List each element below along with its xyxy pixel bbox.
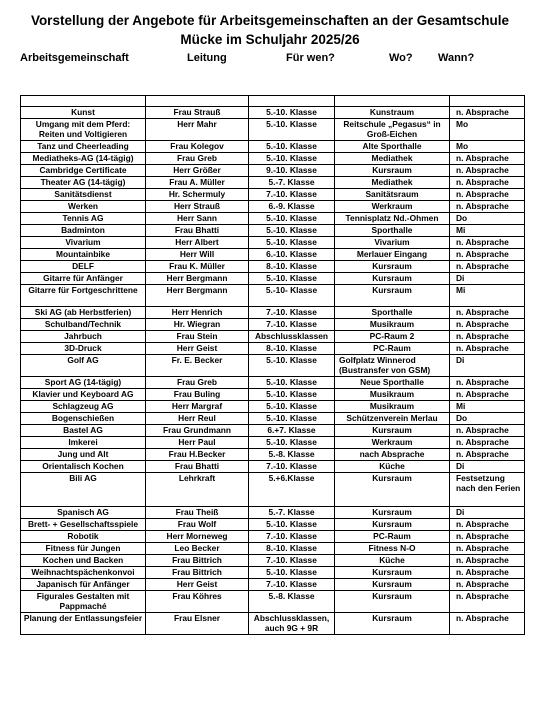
wo-cell: PC-Raum [335,343,450,355]
table-row [21,331,525,343]
table-row [21,177,525,189]
table-row [21,141,525,153]
table-row [21,249,525,261]
fuer-wen-cell: 7.-10. Klasse [249,307,335,319]
leitung-cell: Frau A. Müller [146,177,249,189]
table-row [21,285,525,307]
wo-cell: Reitschule „Pegasus“ in Groß-Eichen [335,119,450,141]
fuer-wen-cell: 5.-10. Klasse [249,153,335,165]
ag-name-cell [21,96,146,107]
table-row [21,519,525,531]
fuer-wen-cell: 7.-10. Klasse [249,319,335,331]
wann-cell: Mo [450,119,525,141]
table-row [21,165,525,177]
wo-cell: Küche [335,461,450,473]
table-row [21,307,525,319]
ag-name-cell: Brett- + Gesellschaftsspiele [21,519,146,531]
wo-cell: Golfplatz Winnerod (Bustransfer von GSM) [335,355,450,377]
leitung-cell: Herr Bergmann [146,273,249,285]
fuer-wen-cell: 5.-8. Klasse [249,449,335,461]
fuer-wen-cell: 5.-10. Klasse [249,119,335,141]
ag-name-cell: Gitarre für Anfänger [21,273,146,285]
table-row [21,567,525,579]
leitung-cell: Herr Paul [146,437,249,449]
wann-cell: Di [450,355,525,377]
leitung-cell: Frau Bhatti [146,225,249,237]
fuer-wen-cell: 5.-8. Klasse [249,591,335,613]
wo-cell: Kursraum [335,507,450,519]
leitung-cell: Frau Elsner [146,613,249,635]
wann-cell: n. Absprache [450,377,525,389]
wo-cell: Sanitätsraum [335,189,450,201]
table-row [21,613,525,635]
ag-name-cell: DELF [21,261,146,273]
ag-name-cell: Robotik [21,531,146,543]
wann-cell: Di [450,507,525,519]
wann-cell: n. Absprache [450,449,525,461]
wann-cell: Di [450,461,525,473]
fuer-wen-cell: 8.-10. Klasse [249,343,335,355]
wo-cell: Musikraum [335,389,450,401]
table-row [21,413,525,425]
leitung-cell: Frau Buling [146,389,249,401]
table-row [21,343,525,355]
ag-name-cell: Golf AG [21,355,146,377]
leitung-cell: Herr Geist [146,579,249,591]
wann-cell: n. Absprache [450,531,525,543]
leitung-cell: Herr Albert [146,237,249,249]
wo-cell: Sporthalle [335,225,450,237]
table-row [21,119,525,141]
ag-name-cell: Spanisch AG [21,507,146,519]
wann-cell [450,96,525,107]
leitung-cell: Frau Greb [146,377,249,389]
wann-cell: n. Absprache [450,165,525,177]
wo-cell: Alte Sporthalle [335,141,450,153]
leitung-cell: Frau Grundmann [146,425,249,437]
wo-cell: Kursraum [335,591,450,613]
fuer-wen-cell: 7.-10. Klasse [249,555,335,567]
wann-cell: n. Absprache [450,437,525,449]
table-row [21,531,525,543]
wann-cell: Mo [450,141,525,153]
ag-name-cell: Klavier und Keyboard AG [21,389,146,401]
table-row [21,153,525,165]
leitung-cell: Herr Margraf [146,401,249,413]
ag-name-cell: Ski AG (ab Herbstferien) [21,307,146,319]
ag-name-cell: Bogenschießen [21,413,146,425]
ag-name-cell: Weihnachtspächenkonvoi [21,567,146,579]
wo-cell: Kursraum [335,473,450,507]
table-row [21,273,525,285]
ag-name-cell: Schulband/Technik [21,319,146,331]
fuer-wen-cell: 5.-10. Klasse [249,355,335,377]
leitung-cell [146,96,249,107]
wo-cell: Küche [335,555,450,567]
wo-cell: PC-Raum 2 [335,331,450,343]
fuer-wen-cell: 6.+7. Klasse [249,425,335,437]
ag-name-cell: Jung und Alt [21,449,146,461]
fuer-wen-cell: Abschlussklassen, auch 9G + 9R [249,613,335,635]
fuer-wen-cell: 8.-10. Klasse [249,261,335,273]
wann-cell: Mi [450,285,525,307]
table-row [21,401,525,413]
fuer-wen-cell: 7.-10. Klasse [249,579,335,591]
header-wo: Wo? [389,52,413,64]
table-row [21,225,525,237]
fuer-wen-cell: 5.-7. Klasse [249,177,335,189]
wann-cell: n. Absprache [450,319,525,331]
fuer-wen-cell: 5.-10. Klasse [249,107,335,119]
ag-name-cell: Jahrbuch [21,331,146,343]
ag-name-cell: Umgang mit dem Pferd: Reiten und Voltigieren [21,119,146,141]
ag-name-cell: Sport AG (14-tägig) [21,377,146,389]
wann-cell: n. Absprache [450,201,525,213]
ag-name-cell: Fitness für Jungen [21,543,146,555]
wo-cell: PC-Raum [335,531,450,543]
leitung-cell: Frau Strauß [146,107,249,119]
fuer-wen-cell: 5.+6.Klasse [249,473,335,507]
ag-name-cell: Vivarium [21,237,146,249]
leitung-cell: Frau H.Becker [146,449,249,461]
leitung-cell: Herr Bergmann [146,285,249,307]
leitung-cell: Frau Kolegov [146,141,249,153]
table-row [21,425,525,437]
fuer-wen-cell: 8.-10. Klasse [249,543,335,555]
table-row [21,461,525,473]
wann-cell: n. Absprache [450,519,525,531]
fuer-wen-cell: 6.-10. Klasse [249,249,335,261]
ag-table [20,95,525,635]
ag-name-cell: Orientalisch Kochen [21,461,146,473]
table-row [21,507,525,519]
leitung-cell: Hr. Wiegran [146,319,249,331]
table-row [21,555,525,567]
leitung-cell: Frau K. Müller [146,261,249,273]
fuer-wen-cell: 5.-10. Klasse [249,237,335,249]
wo-cell: nach Absprache [335,449,450,461]
ag-name-cell: 3D-Druck [21,343,146,355]
wann-cell: n. Absprache [450,555,525,567]
wann-cell: Mi [450,225,525,237]
fuer-wen-cell: 5.-10. Klasse [249,389,335,401]
table-row [21,107,525,119]
ag-name-cell: Kunst [21,107,146,119]
wo-cell: Werkraum [335,201,450,213]
wann-cell: n. Absprache [450,107,525,119]
ag-name-cell: Sanitätsdienst [21,189,146,201]
ag-name-cell: Badminton [21,225,146,237]
wann-cell: Do [450,413,525,425]
wo-cell: Kursraum [335,261,450,273]
header-wann: Wann? [438,52,475,64]
wann-cell: Mi [450,401,525,413]
ag-name-cell: Kochen und Backen [21,555,146,567]
fuer-wen-cell: 5.-10. Klasse [249,213,335,225]
wann-cell: n. Absprache [450,567,525,579]
fuer-wen-cell: 9.-10. Klasse [249,165,335,177]
wo-cell: Kunstraum [335,107,450,119]
table-row [21,473,525,507]
fuer-wen-cell: 5.-10. Klasse [249,413,335,425]
table-row [21,201,525,213]
wo-cell: Fitness N-O [335,543,450,555]
wann-cell: n. Absprache [450,591,525,613]
leitung-cell: Herr Sann [146,213,249,225]
wo-cell: Werkraum [335,437,450,449]
wann-cell: n. Absprache [450,543,525,555]
header-leitung: Leitung [187,52,227,64]
wann-cell: n. Absprache [450,425,525,437]
leitung-cell: Frau Stein [146,331,249,343]
table-row [21,261,525,273]
leitung-cell: Herr Größer [146,165,249,177]
wann-cell: n. Absprache [450,189,525,201]
wann-cell: n. Absprache [450,249,525,261]
fuer-wen-cell: 5.-10- Klasse [249,285,335,307]
wann-cell: n. Absprache [450,579,525,591]
ag-name-cell: Schlagzeug AG [21,401,146,413]
ag-name-cell: Tennis AG [21,213,146,225]
ag-name-cell: Planung der Entlassungsfeier [21,613,146,635]
ag-name-cell: Imkerei [21,437,146,449]
wann-cell: n. Absprache [450,153,525,165]
ag-name-cell: Japanisch für Anfänger [21,579,146,591]
table-row [21,543,525,555]
wann-cell: n. Absprache [450,343,525,355]
table-row [21,189,525,201]
leitung-cell: Herr Henrich [146,307,249,319]
leitung-cell: Frau Bittrich [146,567,249,579]
table-row [21,437,525,449]
fuer-wen-cell: Abschlussklassen [249,331,335,343]
ag-name-cell: Werken [21,201,146,213]
document-title-line-1: Vorstellung der Angebote für Arbeitsgemeinschaften an der Gesamtschule [30,13,510,28]
table-row [21,319,525,331]
leitung-cell: Herr Geist [146,343,249,355]
leitung-cell: Hr. Schermuly [146,189,249,201]
wo-cell: Tennisplatz Nd.-Ohmen [335,213,450,225]
wo-cell: Neue Sporthalle [335,377,450,389]
leitung-cell: Frau Wolf [146,519,249,531]
wann-cell: n. Absprache [450,389,525,401]
fuer-wen-cell: 5.-10. Klasse [249,273,335,285]
leitung-cell: Herr Mahr [146,119,249,141]
fuer-wen-cell: 7.-10. Klasse [249,461,335,473]
header-fuer-wen: Für wen? [286,52,335,64]
leitung-cell: Frau Köhres [146,591,249,613]
wann-cell: n. Absprache [450,613,525,635]
leitung-cell: Herr Reul [146,413,249,425]
fuer-wen-cell: 5.-10. Klasse [249,225,335,237]
leitung-cell: Leo Becker [146,543,249,555]
ag-name-cell: Bili AG [21,473,146,507]
wann-cell: n. Absprache [450,261,525,273]
wo-cell: Kursraum [335,273,450,285]
fuer-wen-cell: 5.-10. Klasse [249,141,335,153]
wo-cell: Sporthalle [335,307,450,319]
wo-cell [335,96,450,107]
table-row [21,237,525,249]
wo-cell: Vivarium [335,237,450,249]
ag-name-cell: Gitarre für Fortgeschrittene [21,285,146,307]
table-row [21,213,525,225]
wo-cell: Schützenverein Merlau [335,413,450,425]
fuer-wen-cell: 5.-10. Klasse [249,567,335,579]
fuer-wen-cell: 5.-7. Klasse [249,507,335,519]
leitung-cell: Herr Will [146,249,249,261]
fuer-wen-cell: 5.-10. Klasse [249,437,335,449]
wo-cell: Mediathek [335,177,450,189]
ag-name-cell: Mountainbike [21,249,146,261]
fuer-wen-cell: 5.-10. Klasse [249,401,335,413]
leitung-cell: Frau Theiß [146,507,249,519]
table-row [21,389,525,401]
fuer-wen-cell: 5.-10. Klasse [249,519,335,531]
wo-cell: Musikraum [335,401,450,413]
fuer-wen-cell: 7.-10. Klasse [249,531,335,543]
table-row [21,579,525,591]
leitung-cell: Frau Bhatti [146,461,249,473]
ag-name-cell: Figurales Gestalten mit Pappmaché [21,591,146,613]
leitung-cell: Frau Greb [146,153,249,165]
wo-cell: Kursraum [335,579,450,591]
wann-cell: Do [450,213,525,225]
document-title-line-2: Mücke im Schuljahr 2025/26 [180,32,360,47]
wo-cell: Kursraum [335,613,450,635]
fuer-wen-cell [249,96,335,107]
wo-cell: Musikraum [335,319,450,331]
ag-name-cell: Mediatheks-AG (14-tägig) [21,153,146,165]
wann-cell: n. Absprache [450,331,525,343]
wann-cell: n. Absprache [450,307,525,319]
table-row [21,591,525,613]
leitung-cell: Herr Strauß [146,201,249,213]
ag-name-cell: Tanz und Cheerleading [21,141,146,153]
leitung-cell: Frau Bittrich [146,555,249,567]
leitung-cell: Herr Morneweg [146,531,249,543]
wo-cell: Kursraum [335,567,450,579]
ag-name-cell: Theater AG (14-tägig) [21,177,146,189]
wo-cell: Merlauer Eingang [335,249,450,261]
fuer-wen-cell: 7.-10. Klasse [249,189,335,201]
table-row [21,96,525,107]
table-row [21,377,525,389]
fuer-wen-cell: 6.-9. Klasse [249,201,335,213]
header-arbeitsgemeinschaft: Arbeitsgemeinschaft [20,52,129,64]
table-row [21,355,525,377]
wo-cell: Kursraum [335,285,450,307]
ag-name-cell: Cambridge Certificate [21,165,146,177]
ag-name-cell: Bastel AG [21,425,146,437]
wann-cell: n. Absprache [450,177,525,189]
wann-cell: n. Absprache [450,237,525,249]
leitung-cell: Fr. E. Becker [146,355,249,377]
leitung-cell: Lehrkraft [146,473,249,507]
wo-cell: Kursraum [335,165,450,177]
wo-cell: Kursraum [335,519,450,531]
wo-cell: Kursraum [335,425,450,437]
fuer-wen-cell: 5.-10. Klasse [249,377,335,389]
wann-cell: Festsetzung nach den Ferien [450,473,525,507]
ag-table-body [21,96,525,635]
table-row [21,449,525,461]
wann-cell: Di [450,273,525,285]
wo-cell: Mediathek [335,153,450,165]
